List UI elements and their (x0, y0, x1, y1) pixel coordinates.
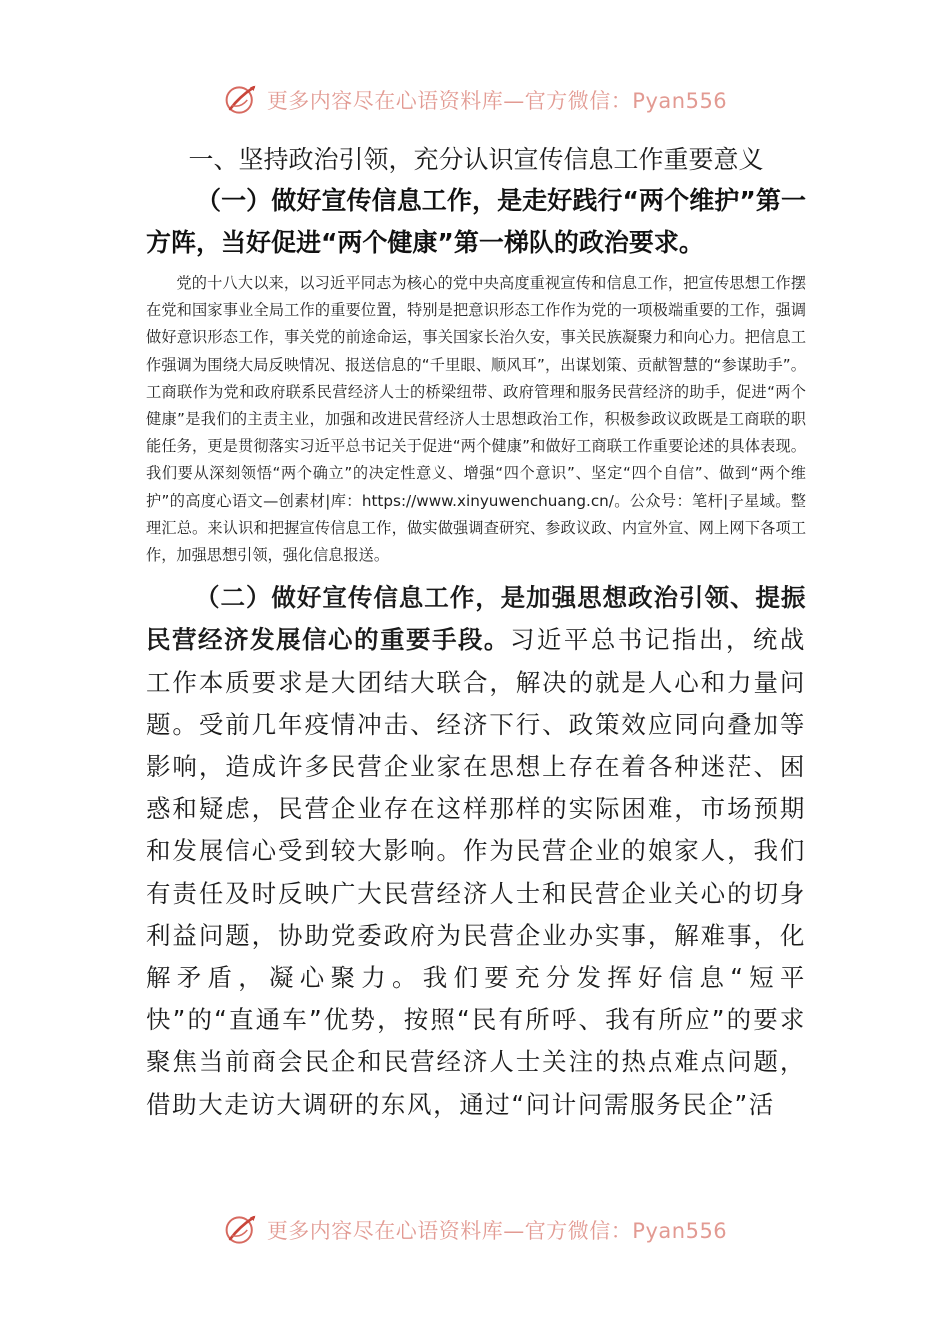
watermark-footer-inner (223, 1212, 727, 1248)
watermark-footer (0, 1208, 950, 1252)
paragraph-2-body: 习近平总书记指出，统战工作本质要求是大团结大联合，解决的就是人心和力量问题。受前几年疫情冲击、经济下行、政策效应同向叠加等影响，造成许多民营企业家在思想上存在着各种迷茫、困惑和疑虑，民营企业存在这样那样的实际困难，市场预期和发展信心受到较大影响。作为民营企业的娘家人，我们有责任及时反映广大民营经济人士和民营企业关心的切身利益问题，协助党委政府为民营企业办实事，解难事，化解矛盾，凝心聚力。我们要充分发挥好信息“短平快”的“直通车”优势，按照“民有所呼、我有所应”的要求聚焦当前商会民企和民营经济人士关注的热点难点问题，借助大走访大调研的东风，通过“问计问需服务民企”活 (146, 625, 806, 1119)
pen-circle-logo-icon (223, 1212, 259, 1248)
watermark-header-text: 更多内容尽在心语资料库—官方微信：Pyan556 (266, 89, 728, 113)
pen-circle-logo-icon (223, 82, 259, 118)
watermark-footer-text: 更多内容尽在心语资料库—官方微信：Pyan556 (266, 1219, 728, 1243)
watermark-header-inner (223, 82, 727, 118)
watermark-header (0, 78, 950, 122)
document-body (146, 140, 806, 1126)
subheading-1: （一）做好宣传信息工作，是走好践行“两个维护”第一方阵，当好促进“两个健康”第一梯队的政治要求。 (146, 186, 806, 257)
section-heading: 一、坚持政治引领，充分认识宣传信息工作重要意义 (188, 145, 764, 174)
paragraph-1: 党的十八大以来，以习近平同志为核心的党中央高度重视宣传和信息工作，把宣传思想工作摆在党和国家事业全局工作的重要位置，特别是把意识形态工作作为党的一项极端重要的工作，强调做好意识形态工作，事关党的前途命运，事关国家长治久安，事关民族凝聚力和向心力。把信息工作强调为围绕大局反映情况、报送信息的“千里眼、顺风耳”，出谋划策、贡献智慧的“参谋助手”。工商联作为党和政府联系民营经济人士的桥梁纽带、政府管理和服务民营经济的助手，促进“两个健康”是我们的主责主业，加强和改进民营经济人士思想政治工作，积极参政议政既是工商联的职能任务，更是贯彻落实习近平总书记关于促进“两个健康”和做好工商联工作重要论述的具体表现。我们要从深刻领悟“两个确立”的决定性意义、增强“四个意识”、坚定“四个自信”、做到“两个维护”的高度心语文—创素材|库：https://www.xinyuwenchuang.cn/。公众号：笔杆|子星域。整理汇总。来认识和把握宣传信息工作，做实做强调查研究、参政议政、内宣外宣、网上网下各项工作，加强思想引领，强化信息报送。 (146, 274, 806, 565)
subheading-2: （二）做好宣传信息工作，是加强思想政治引领、提振民营经济发展信心的重要手段。 (146, 583, 806, 655)
paragraph-2 (146, 577, 806, 1126)
